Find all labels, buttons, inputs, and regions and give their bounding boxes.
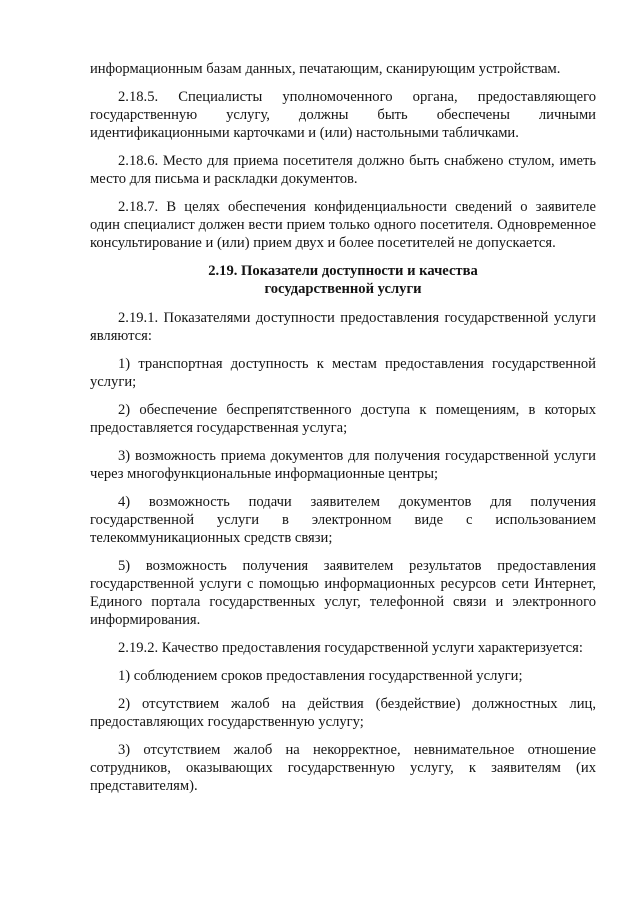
section-heading-2-19 — [90, 262, 596, 298]
list-item-quality-1: 1) соблюдением сроков предоставления государственной услуги; — [118, 668, 523, 685]
section-heading-line-2: государственной услуги — [264, 281, 422, 298]
list-item-availability-1: 1) транспортная доступность к местам предоставления государственной услуги; — [90, 355, 596, 390]
paragraph-2-19-1: 2.19.1. Показателями доступности предоставления государственной услуги являются: — [90, 309, 596, 344]
list-item-quality-2: 2) отсутствием жалоб на действия (бездействие) должностных лиц, предоставляющих государственную услугу; — [90, 695, 596, 731]
list-item-availability-4: 4) возможность подачи заявителем документов для получения государственной услуги в электронном виде с использованием телекоммуникационных средств связи; — [90, 493, 596, 547]
paragraph-2-18-5: 2.18.5. Специалисты уполномоченного органа, предоставляющего государственную услугу, должны быть обеспечены личными идентификационными карточками и (или) настольными табличками. — [90, 88, 596, 142]
document-body — [90, 60, 596, 805]
list-item-availability-2: 2) обеспечение беспрепятственного доступа к помещениям, в которых предоставляется государственная услуга; — [90, 401, 596, 436]
section-heading-line-1: 2.19. Показатели доступности и качества — [208, 263, 478, 280]
list-item-availability-3: 3) возможность приема документов для получения государственной услуги через многофункциональные информационные центры; — [90, 447, 596, 482]
list-item-quality-3: 3) отсутствием жалоб на некорректное, невнимательное отношение сотрудников, оказывающих государственную услугу, к заявителям (их представителям). — [90, 741, 596, 795]
paragraph-2-18-6: 2.18.6. Место для приема посетителя должно быть снабжено стулом, иметь место для письма и раскладки документов. — [90, 153, 596, 188]
paragraph-2-18-7: 2.18.7. В целях обеспечения конфиденциальности сведений о заявителе один специалист должен вести прием только одного посетителя. Одновременное консультирование и (или) прием двух и более посетителей не допускается. — [90, 199, 596, 252]
paragraph-continuation: информационным базам данных, печатающим, сканирующим устройствам. — [90, 61, 561, 77]
list-item-availability-5: 5) возможность получения заявителем результатов предоставления государственной услуги с помощью информационных ресурсов сети Интернет, Единого портала государственных услуг, телефонной связи и электронного информирования. — [90, 557, 596, 629]
paragraph-2-19-2: 2.19.2. Качество предоставления государственной услуги характеризуется: — [118, 640, 583, 657]
